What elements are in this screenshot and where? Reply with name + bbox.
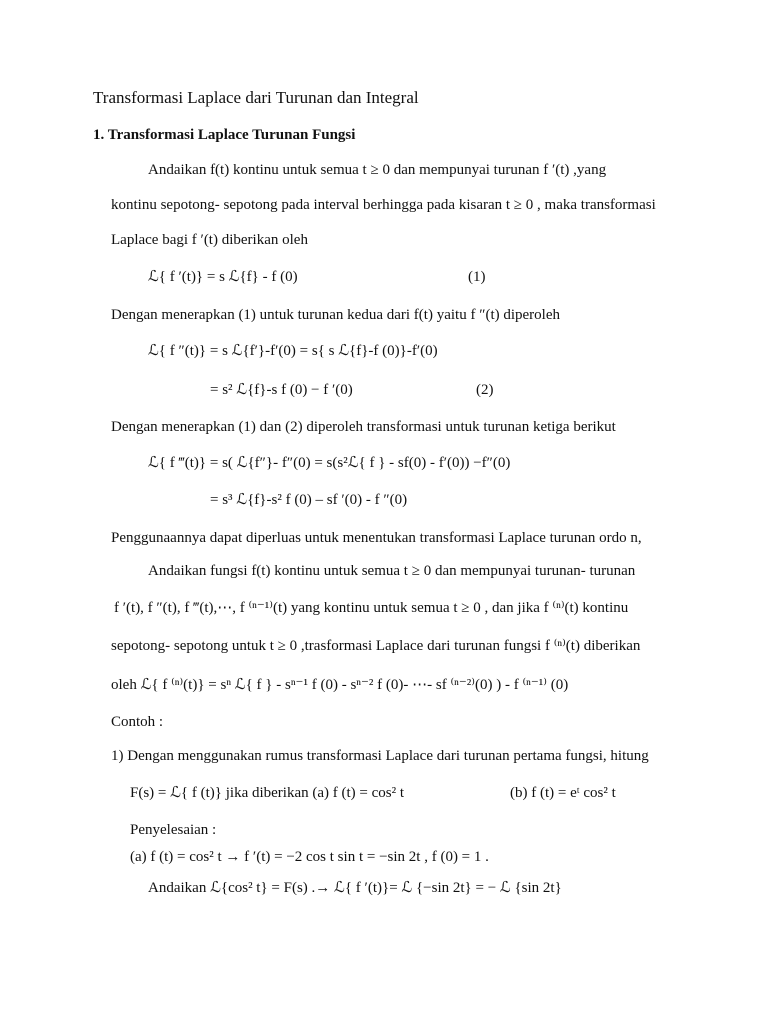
example-1: 1) Dengan menggunakan rumus transformasi Laplace dari turunan pertama fungsi, hitung (111, 748, 649, 764)
example-1-given: F(s) = ℒ{ f (t)} jika diberikan (a) f (t) = cos² t (130, 785, 405, 801)
equation-3a: ℒ{ f ‴(t)} = s( ℒ{f″}- f″(0) = s(s²ℒ{ f } - sf(0) - f′(0)) −f″(0) (148, 455, 511, 471)
equation-3b: = s³ ℒ{f}-s² f (0) – sf ′(0) - f ″(0) (210, 492, 408, 508)
equation-2a: ℒ{ f ″(t)} = s ℒ{f′}-f′(0) = s{ s ℒ{f}-f (0)}-f′(0) (148, 343, 438, 359)
equation-n: oleh ℒ{ f ⁽ⁿ⁾(t)} = sⁿ ℒ{ f } - sⁿ⁻¹ f (0) - sⁿ⁻² f (0)- ⋯- sf ⁽ⁿ⁻²⁾(0) ) - f ⁽ⁿ⁻¹⁾ (0) (111, 677, 569, 693)
paragraph-line: kontinu sepotong- sepotong pada interval berhingga pada kisaran t ≥ 0 , maka transformasi (111, 197, 656, 213)
section-heading: 1. Transformasi Laplace Turunan Fungsi (93, 127, 356, 143)
paragraph-line: Andaikan f(t) kontinu untuk semua t ≥ 0 dan mempunyai turunan f ′(t) ,yang (148, 162, 607, 178)
paragraph-line: f ′(t), f ″(t), f ‴(t),⋯, f ⁽ⁿ⁻¹⁾(t) yang kontinu untuk semua t ≥ 0 , dan jika f ⁽ⁿ⁾(t) kontinu (114, 600, 629, 616)
equation-1: ℒ{ f ′(t)} = s ℒ{f} - f (0) (148, 269, 298, 285)
paragraph-line: Dengan menerapkan (1) untuk turunan kedua dari f(t) yaitu f ″(t) diperoleh (111, 307, 560, 323)
paragraph-line: Laplace bagi f ′(t) diberikan oleh (111, 232, 308, 248)
example-heading: Contoh : (111, 714, 164, 730)
paragraph-line: Andaikan fungsi f(t) kontinu untuk semua t ≥ 0 dan mempunyai turunan- turunan (148, 563, 636, 579)
solution-heading: Penyelesaian : (130, 822, 217, 838)
solution-a-2: Andaikan ℒ{cos² t} = F(s) .→ ℒ{ f ′(t)}= ℒ {−sin 2t} = − ℒ {sin 2t} (148, 880, 562, 896)
paragraph-line: Dengan menerapkan (1) dan (2) diperoleh transformasi untuk turunan ketiga berikut (111, 419, 616, 435)
solution-a: (a) f (t) = cos² t → f ′(t) = −2 cos t sin t = −sin 2t , f (0) = 1 . (130, 849, 489, 865)
equation-number: (1) (468, 269, 486, 285)
example-1-b: (b) f (t) = eᵗ cos² t (510, 785, 616, 801)
equation-2b: = s² ℒ{f}-s f (0) − f ′(0) (210, 382, 353, 398)
paragraph-line: sepotong- sepotong untuk t ≥ 0 ,trasformasi Laplace dari turunan fungsi f ⁽ⁿ⁾(t) diberikan (111, 638, 641, 654)
equation-number: (2) (476, 382, 494, 398)
page-title: Transformasi Laplace dari Turunan dan Integral (93, 88, 419, 107)
paragraph-line: Penggunaannya dapat diperluas untuk menentukan transformasi Laplace turunan ordo n, (111, 530, 642, 546)
